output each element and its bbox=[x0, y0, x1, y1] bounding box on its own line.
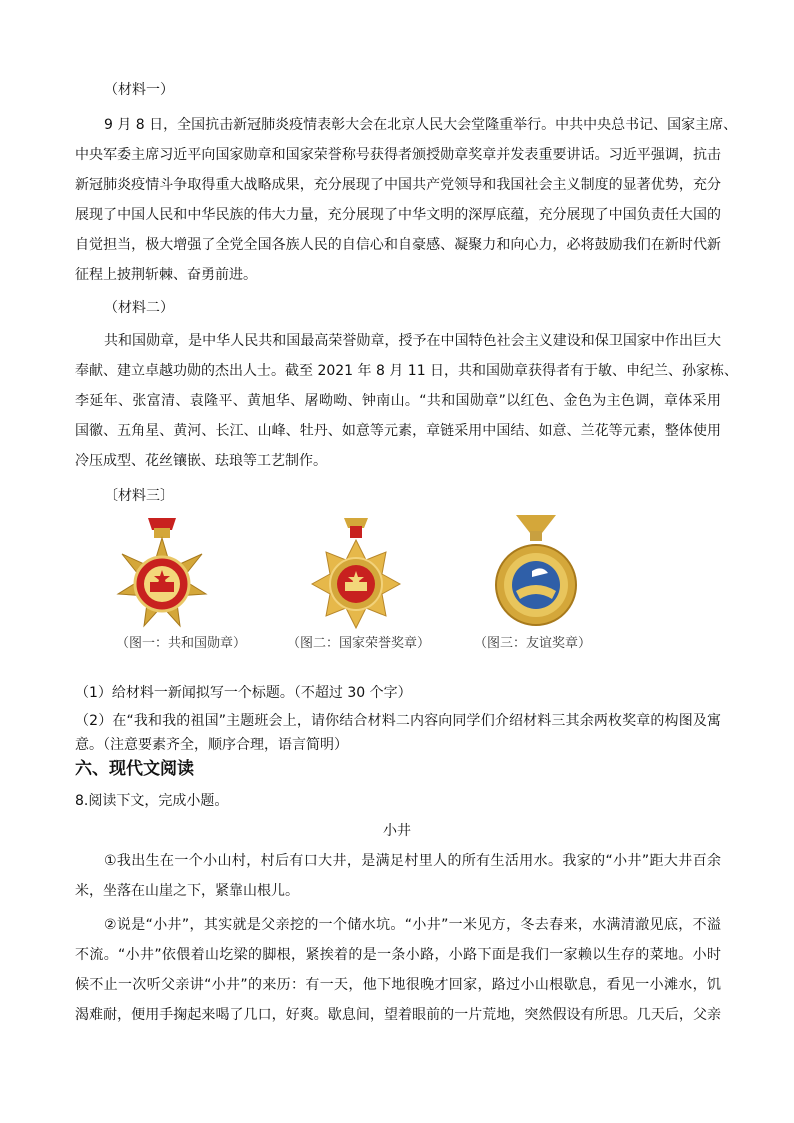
material1-line: 征程上披荆斩棘、奋勇前进。 bbox=[75, 267, 257, 283]
question-1: （1）给材料一新闻拟写一个标题。（不超过 30 个字） bbox=[75, 685, 412, 701]
material1-line: 自觉担当，极大增强了全党全国各族人民的自信心和自豪感、凝聚力和向心力，必将鼓励我们在新时代新 bbox=[75, 237, 721, 253]
paragraph-2-line: 渴难耐，便用手掬起来喝了几口，好爽。歇息间，望着眼前的一片荒地，突然假设有所思。几天后，父亲 bbox=[75, 1007, 721, 1023]
material1-line: 9 月 8 日，全国抗击新冠肺炎疫情表彰大会在北京人民大会堂隆重举行。中共中央总书记、国家主席、 bbox=[104, 117, 738, 133]
material2-line: 冷压成型、花丝镶嵌、珐琅等工艺制作。 bbox=[75, 453, 327, 469]
republic-medal-image bbox=[112, 518, 212, 630]
question-2-line: （2）在“我和我的祖国”主题班会上，请你结合材料二内容向同学们介绍材料三其余两枚奖章的构图及寓 bbox=[75, 713, 721, 729]
paragraph-1-line: 米，坐落在山崖之下，紧靠山根儿。 bbox=[75, 883, 299, 899]
medal-caption-2: （图二：国家荣誉奖章） bbox=[287, 636, 431, 651]
section-heading: 六、现代文阅读 bbox=[75, 759, 194, 779]
paragraph-2-line: ②说是“小井”，其实就是父亲挖的一个储水坑。“小井”一米见方，冬去春来，水满清澈见底，不溢 bbox=[104, 917, 721, 933]
national-honor-medal-image bbox=[306, 518, 406, 630]
material2-label: （材料二） bbox=[104, 300, 174, 316]
material2-line: 国徽、五角星、黄河、长江、山峰、牡丹、如意等元素，章链采用中国结、如意、兰花等元素，整体使用 bbox=[75, 423, 721, 439]
medal-caption-3: （图三：友谊奖章） bbox=[474, 636, 592, 651]
material2-line: 共和国勋章，是中华人民共和国最高荣誉勋章，授予在中国特色社会主义建设和保卫国家中作出巨大 bbox=[104, 333, 721, 349]
material1-label: （材料一） bbox=[104, 82, 174, 98]
medal-caption-1: （图一：共和国勋章） bbox=[116, 636, 247, 651]
question-2-line: 意。（注意要素齐全，顺序合理，语言简明） bbox=[75, 737, 348, 753]
material1-line: 展现了中国人民和中华民族的伟大力量，充分展现了中华文明的深厚底蕴，充分展现了中国负责任大国的 bbox=[75, 207, 721, 223]
paragraph-2-line: 候不止一次听父亲讲“小井”的来历：有一天，他下地很晚才回家，路过小山根歇息，看见一小滩水，饥 bbox=[75, 977, 721, 993]
material3-label: 〔材料三〕 bbox=[104, 488, 174, 504]
material1-line: 新冠肺炎疫情斗争取得重大战略成果，充分展现了中国共产党领导和我国社会主义制度的显著优势，充分 bbox=[75, 177, 721, 193]
paragraph-2-line: 不流。“小井”依偎着山圪梁的脚根，紧挨着的是一条小路，小路下面是我们一家赖以生存的菜地。小时 bbox=[75, 947, 721, 963]
reading-instruction: 8.阅读下文，完成小题。 bbox=[75, 793, 229, 809]
material2-line: 李延年、张富清、袁隆平、黄旭华、屠呦呦、钟南山。“共和国勋章”以红色、金色为主色调，章体采用 bbox=[75, 393, 721, 409]
paragraph-1-line: ①我出生在一个小山村，村后有口大井，是满足村里人的所有生活用水。我家的“小井”距大井百余 bbox=[104, 853, 721, 869]
article-title: 小井 bbox=[383, 823, 411, 839]
material1-line: 中央军委主席习近平向国家勋章和国家荣誉称号获得者颁授勋章奖章并发表重要讲话。习近平强调，抗击 bbox=[75, 147, 721, 163]
material2-line: 奉献、建立卓越功勋的杰出人士。截至 2021 年 8 月 11 日，共和国勋章获得者有于敏、申纪兰、孙家栋、 bbox=[75, 363, 739, 379]
friendship-medal-image bbox=[486, 515, 586, 627]
